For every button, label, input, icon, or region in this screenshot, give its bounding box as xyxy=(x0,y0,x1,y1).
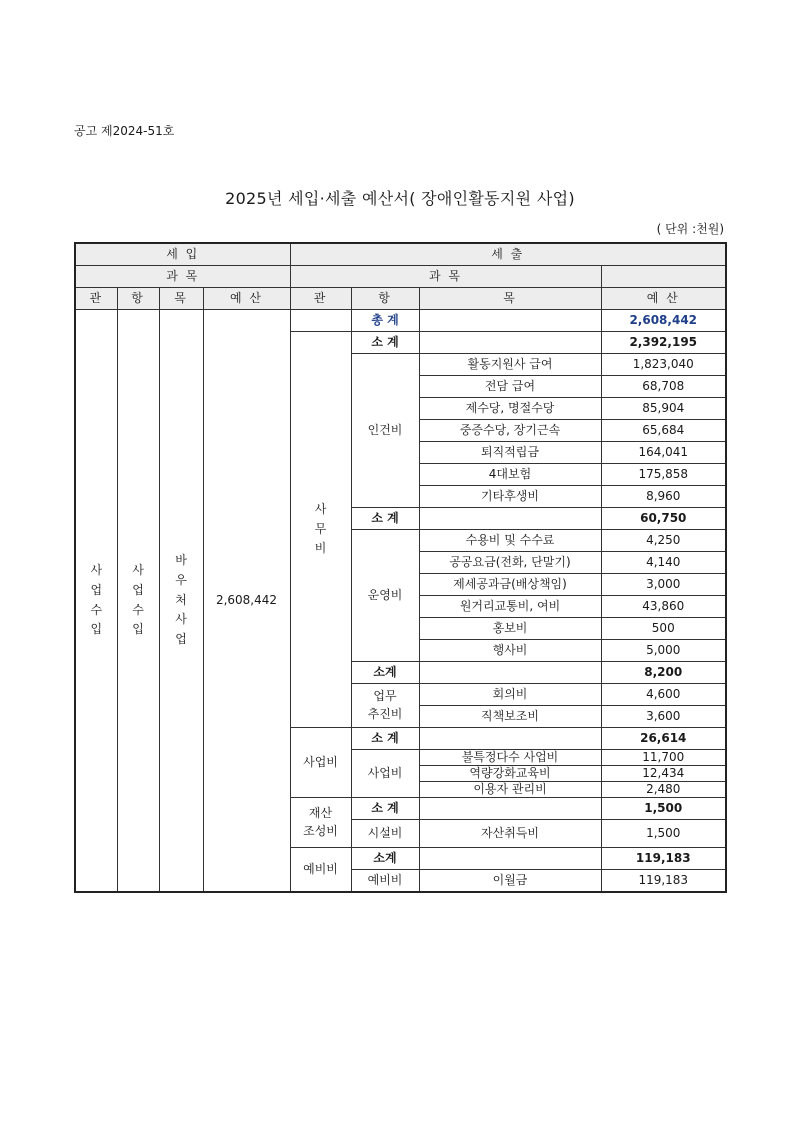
reserve-subtotal-label: 소계 xyxy=(351,848,419,870)
item-amount: 65,684 xyxy=(601,420,726,442)
item-mok: 직책보조비 xyxy=(419,706,601,728)
grand-total-row xyxy=(75,310,726,332)
item-amount: 2,480 xyxy=(601,782,726,798)
project-subtotal-amount: 26,614 xyxy=(601,728,726,750)
revenue-hang: 사 업 수 입 xyxy=(117,310,159,893)
personnel-subtotal-blank xyxy=(419,332,601,354)
operation-subtotal-blank xyxy=(419,508,601,530)
grand-total-label: 총 계 xyxy=(351,310,419,332)
item-mok: 수용비 및 수수료 xyxy=(419,530,601,552)
item-amount: 119,183 xyxy=(601,870,726,893)
operation-subtotal-amount: 60,750 xyxy=(601,508,726,530)
business-promo-subtotal-blank xyxy=(419,662,601,684)
item-amount: 43,860 xyxy=(601,596,726,618)
revenue-mok-header: 목 xyxy=(159,288,203,310)
notice-number: 공고 제2024-51호 xyxy=(74,124,175,138)
item-amount: 5,000 xyxy=(601,640,726,662)
item-amount: 12,434 xyxy=(601,766,726,782)
project-subtotal-blank xyxy=(419,728,601,750)
item-mok: 원거리교통비, 여비 xyxy=(419,596,601,618)
revenue-subject-header: 과 목 xyxy=(75,266,290,288)
grand-total-amount: 2,608,442 xyxy=(601,310,726,332)
operation-hang: 운영비 xyxy=(351,530,419,662)
revenue-gwan-header: 관 xyxy=(75,288,117,310)
project-subtotal-label: 소 계 xyxy=(351,728,419,750)
revenue-header: 세 입 xyxy=(75,243,290,266)
expenditure-mok-header: 목 xyxy=(419,288,601,310)
revenue-budget-header: 예 산 xyxy=(203,288,290,310)
item-amount: 1,823,040 xyxy=(601,354,726,376)
item-mok: 자산취득비 xyxy=(419,820,601,848)
business-promo-hang: 업무 추진비 xyxy=(351,684,419,728)
project-hang: 사업비 xyxy=(351,750,419,798)
revenue-gwan: 사 업 수 입 xyxy=(75,310,117,893)
item-amount: 4,250 xyxy=(601,530,726,552)
grand-total-mok-blank xyxy=(419,310,601,332)
item-amount: 11,700 xyxy=(601,750,726,766)
item-amount: 175,858 xyxy=(601,464,726,486)
grand-total-gwan-blank xyxy=(290,310,351,332)
header-row-2 xyxy=(75,266,726,288)
project-gwan: 사업비 xyxy=(290,728,351,798)
item-amount: 8,960 xyxy=(601,486,726,508)
reserve-subtotal-amount: 119,183 xyxy=(601,848,726,870)
expenditure-hang-header: 항 xyxy=(351,288,419,310)
item-amount: 4,140 xyxy=(601,552,726,574)
personnel-hang: 인건비 xyxy=(351,354,419,508)
asset-subtotal-label: 소 계 xyxy=(351,798,419,820)
item-mok: 중증수당, 장기근속 xyxy=(419,420,601,442)
revenue-amount: 2,608,442 xyxy=(203,310,290,893)
item-mok: 회의비 xyxy=(419,684,601,706)
asset-hang: 시설비 xyxy=(351,820,419,848)
item-mok: 퇴직적립금 xyxy=(419,442,601,464)
item-amount: 500 xyxy=(601,618,726,640)
header-row-3 xyxy=(75,288,726,310)
item-amount: 68,708 xyxy=(601,376,726,398)
expenditure-budget-header: 예 산 xyxy=(601,288,726,310)
item-amount: 4,600 xyxy=(601,684,726,706)
business-promo-subtotal-amount: 8,200 xyxy=(601,662,726,684)
asset-subtotal-amount: 1,500 xyxy=(601,798,726,820)
expenditure-subject-header: 과 목 xyxy=(290,266,601,288)
item-amount: 3,000 xyxy=(601,574,726,596)
personnel-subtotal-label: 소 계 xyxy=(351,332,419,354)
expenditure-gwan-header: 관 xyxy=(290,288,351,310)
personnel-subtotal-amount: 2,392,195 xyxy=(601,332,726,354)
item-mok: 불특정다수 사업비 xyxy=(419,750,601,766)
expenditure-header: 세 출 xyxy=(290,243,726,266)
item-mok: 이용자 관리비 xyxy=(419,782,601,798)
revenue-mok: 바 우 처 사 업 xyxy=(159,310,203,893)
item-mok: 기타후생비 xyxy=(419,486,601,508)
item-mok: 전담 급여 xyxy=(419,376,601,398)
header-row-1 xyxy=(75,243,726,266)
item-amount: 3,600 xyxy=(601,706,726,728)
item-mok: 이월금 xyxy=(419,870,601,893)
item-mok: 공공요금(전화, 단말기) xyxy=(419,552,601,574)
unit-label: ( 단위 :천원) xyxy=(656,222,724,236)
expenditure-blank-header xyxy=(601,266,726,288)
item-amount: 1,500 xyxy=(601,820,726,848)
reserve-gwan: 예비비 xyxy=(290,848,351,893)
item-mok: 역량강화교육비 xyxy=(419,766,601,782)
budget-table xyxy=(74,242,727,893)
item-mok: 제수당, 명절수당 xyxy=(419,398,601,420)
office-gwan: 사 무 비 xyxy=(290,332,351,728)
asset-gwan: 재산 조성비 xyxy=(290,798,351,848)
item-mok: 홍보비 xyxy=(419,618,601,640)
revenue-hang-header: 항 xyxy=(117,288,159,310)
page-title: 2025년 세입·세출 예산서( 장애인활동지원 사업) xyxy=(225,189,575,208)
item-amount: 85,904 xyxy=(601,398,726,420)
item-mok: 활동지원사 급여 xyxy=(419,354,601,376)
business-promo-subtotal-label: 소계 xyxy=(351,662,419,684)
item-amount: 164,041 xyxy=(601,442,726,464)
operation-subtotal-label: 소 계 xyxy=(351,508,419,530)
reserve-hang: 예비비 xyxy=(351,870,419,893)
reserve-subtotal-blank xyxy=(419,848,601,870)
asset-subtotal-blank xyxy=(419,798,601,820)
item-mok: 4대보험 xyxy=(419,464,601,486)
item-mok: 제세공과금(배상책임) xyxy=(419,574,601,596)
item-mok: 행사비 xyxy=(419,640,601,662)
